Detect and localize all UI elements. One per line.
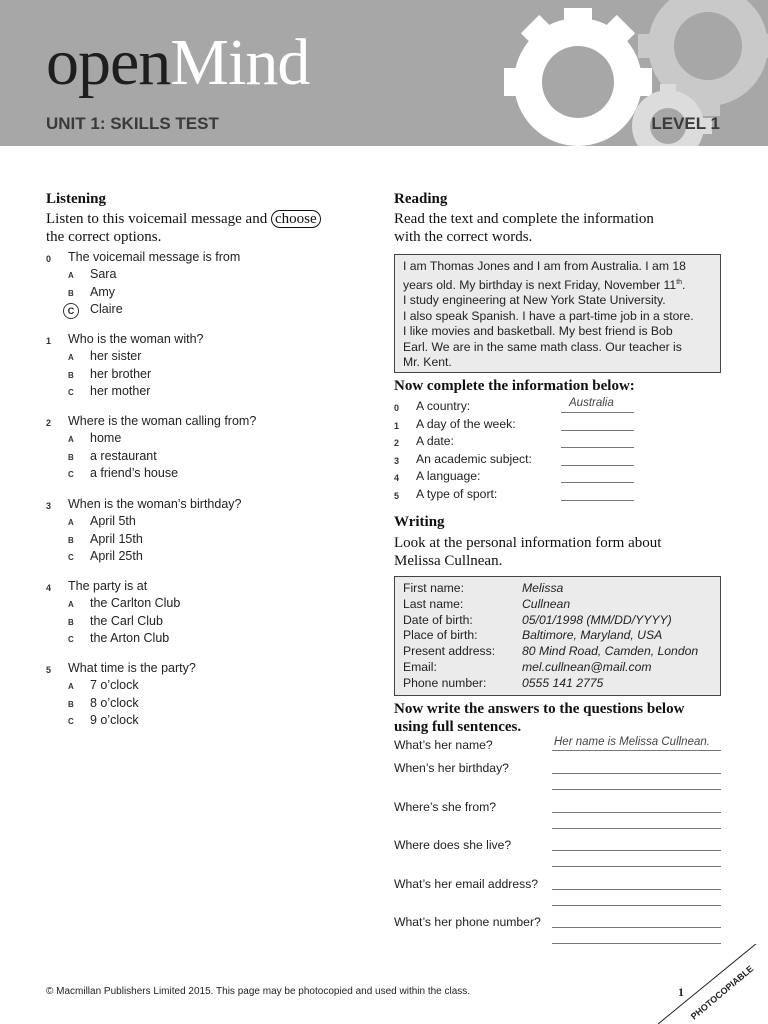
answer-line — [561, 482, 634, 483]
option-letter: A — [68, 682, 74, 691]
listening-heading: Listening — [46, 191, 107, 207]
option-letter: B — [68, 370, 74, 380]
answer-line — [552, 927, 721, 928]
option-text: her brother — [90, 366, 152, 381]
option-text: the Carlton Club — [90, 596, 181, 610]
reading-sup: th — [676, 278, 683, 286]
option-text: 8 o’clock — [90, 695, 139, 710]
form-label: Email: — [403, 660, 437, 674]
item-label: A day of the week: — [416, 416, 516, 431]
option-text: the Arton Club — [90, 631, 170, 645]
photocopiable-corner — [658, 944, 768, 1024]
page-number: 1 — [678, 985, 684, 999]
reading-line: Earl. We are in the same math class. Our teacher is — [403, 339, 682, 354]
form-label: Present address: — [403, 644, 496, 659]
answer-line — [561, 500, 634, 501]
page-header — [0, 0, 768, 146]
question-text: Who is the woman with? — [68, 332, 204, 346]
written-answer: Her name is Melissa Cullnean. — [554, 736, 710, 748]
form-value: Melissa — [522, 581, 564, 595]
reading-line: I like movies and basketball. My best friend is Bob — [403, 324, 673, 339]
photocopiable-label: PHOTOCOPIABLE — [688, 963, 756, 1022]
answer-heading-1: Now write the answers to the questions below — [394, 701, 685, 717]
option-letter: B — [68, 699, 74, 709]
option-text: her mother — [90, 384, 151, 398]
reading-instruction-1: Read the text and complete the information — [394, 211, 654, 227]
form-value: 05/01/1998 (MM/DD/YYYY) — [522, 612, 672, 627]
answer-line — [552, 773, 721, 774]
question-text: What time is the party? — [68, 661, 196, 675]
answer-heading-2: using full sentences. — [394, 719, 522, 735]
writing-question: What’s her phone number? — [394, 915, 541, 929]
question-text: When is the woman’s birthday? — [68, 497, 242, 511]
option-letter: C — [68, 470, 74, 479]
item-label: A country: — [416, 399, 471, 413]
form-value: Cullnean — [522, 596, 571, 611]
option-letter: A — [68, 271, 74, 280]
logo — [46, 26, 310, 99]
form-label: Last name: — [403, 596, 464, 611]
item-label: A language: — [416, 469, 481, 483]
reading-heading: Reading — [394, 191, 448, 207]
writing-question: Where does she live? — [394, 838, 512, 852]
option-letter: B — [68, 535, 74, 545]
answer-line — [561, 465, 634, 466]
item-number: 3 — [394, 455, 400, 466]
question-text: Where is the woman calling from? — [68, 414, 257, 428]
writing-question: Where’s she from? — [394, 800, 497, 814]
option-text: April 25th — [90, 549, 143, 563]
writing-heading: Writing — [394, 514, 445, 530]
writing-question: When’s her birthday? — [394, 761, 509, 775]
form-label: Place of birth: — [403, 628, 478, 643]
circled-answer: C — [63, 303, 79, 319]
logo-mind: Mind — [170, 26, 310, 99]
reading-line: I study engineering at New York State University. — [403, 293, 666, 308]
item-number: 2 — [394, 438, 400, 448]
question-number: 3 — [46, 501, 52, 511]
complete-heading: Now complete the information below: — [394, 378, 635, 394]
question-number: 2 — [46, 418, 52, 428]
personal-info-form — [394, 576, 721, 696]
option-text: home — [90, 431, 122, 445]
answer-line — [552, 750, 721, 751]
answer-line — [552, 828, 721, 829]
reading-line: I also speak Spanish. I have a part-time job in a store. — [403, 308, 694, 323]
reading-sup-after: . — [682, 277, 686, 292]
reading-text-box — [394, 254, 721, 373]
item-answer: Australia — [569, 397, 614, 409]
reading-line: I am Thomas Jones and I am from Australia. I am 18 — [403, 259, 686, 273]
gears-decoration — [468, 0, 768, 146]
circled-word: choose — [271, 210, 321, 228]
option-text: a restaurant — [90, 448, 157, 463]
option-text: April 5th — [90, 514, 136, 528]
listening-instruction-text-2: the correct options. — [46, 229, 162, 245]
form-value: 0555 141 2775 — [522, 675, 604, 690]
form-label: Phone number: — [403, 675, 487, 690]
writing-instruction-2: Melissa Cullnean. — [394, 553, 503, 569]
item-number: 5 — [394, 490, 400, 501]
unit-title: UNIT 1: SKILLS TEST — [46, 114, 219, 133]
option-letter: C — [68, 553, 74, 562]
question-number: 1 — [46, 336, 52, 346]
form-value: mel.cullnean@mail.com — [522, 660, 652, 674]
reading-paragraph — [403, 259, 711, 371]
answer-line — [552, 866, 721, 867]
item-label: An academic subject: — [416, 451, 532, 466]
item-number: 0 — [394, 403, 400, 413]
option-letter: B — [68, 452, 74, 462]
option-text: 9 o’clock — [90, 713, 139, 727]
form-label: Date of birth: — [403, 612, 473, 627]
option-text: Claire — [90, 302, 123, 316]
option-letter: A — [68, 600, 74, 609]
option-text: her sister — [90, 349, 142, 363]
option-text: Sara — [90, 267, 117, 281]
writing-instruction — [394, 534, 734, 570]
level-label: LEVEL 1 — [651, 114, 720, 133]
question-number: 0 — [46, 254, 52, 264]
writing-instruction-1: Look at the personal information form about — [394, 535, 662, 551]
form-value: Baltimore, Maryland, USA — [522, 628, 663, 643]
option-text: April 15th — [90, 531, 143, 546]
answer-line — [552, 889, 721, 890]
answer-line — [552, 789, 721, 790]
question-number: 4 — [46, 583, 52, 593]
question-text: The party is at — [68, 579, 148, 593]
option-letter: B — [68, 617, 74, 627]
option-letter: B — [68, 288, 74, 298]
answer-line — [561, 430, 634, 431]
item-number: 4 — [394, 473, 400, 483]
listening-instruction-text: Listen to this voicemail message and — [46, 211, 271, 227]
writing-question: What’s her name? — [394, 738, 493, 752]
option-letter: C — [68, 717, 74, 726]
option-letter: C — [68, 388, 74, 397]
reading-line: Mr. Kent. — [403, 355, 452, 370]
option-text: the Carl Club — [90, 613, 163, 628]
answer-line — [552, 850, 721, 851]
form-value: 80 Mind Road, Camden, London — [522, 644, 699, 659]
reading-instruction-2: with the correct words. — [394, 229, 533, 245]
item-label: A date: — [416, 434, 454, 448]
answer-line — [552, 812, 721, 813]
option-letter: A — [68, 435, 74, 444]
reading-instruction — [394, 210, 724, 246]
writing-question: What’s her email address? — [394, 877, 539, 891]
answer-line — [561, 412, 634, 413]
option-text: a friend’s house — [90, 466, 179, 480]
copyright: © Macmillan Publishers Limited 2015. This page may be photocopied and used within the class. — [46, 986, 471, 997]
listening-instruction — [46, 210, 376, 246]
logo-open: open — [46, 26, 171, 99]
question-number: 5 — [46, 665, 52, 675]
option-letter: A — [68, 353, 74, 362]
answer-line — [561, 447, 634, 448]
form-label: First name: — [403, 581, 464, 595]
item-number: 1 — [394, 420, 400, 431]
reading-line: years old. My birthday is next Friday, November 11 — [403, 277, 677, 292]
option-letter: A — [68, 518, 74, 527]
item-label: A type of sport: — [416, 486, 498, 501]
question-text: The voicemail message is from — [68, 250, 241, 264]
option-letter: C — [68, 635, 74, 644]
answer-heading — [394, 700, 734, 736]
option-text: 7 o’clock — [90, 678, 139, 692]
option-text: Amy — [90, 284, 115, 299]
answer-line — [552, 905, 721, 906]
